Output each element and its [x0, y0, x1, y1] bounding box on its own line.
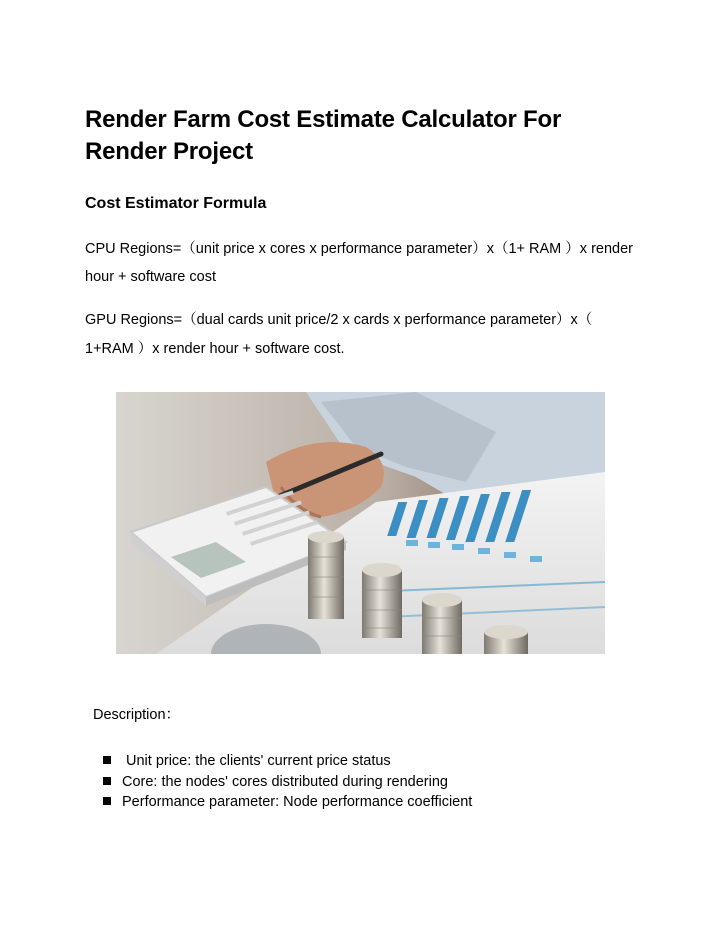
- list-item-text: Unit price: the clients' current price status: [126, 753, 391, 769]
- page-title: Render Farm Cost Estimate Calculator For Render Project: [85, 106, 562, 165]
- list-item: [103, 772, 472, 793]
- list-item: [103, 792, 472, 813]
- list-item: [103, 751, 472, 772]
- calculator-photo: [116, 392, 605, 654]
- description-list: [103, 751, 472, 813]
- cpu-formula-paragraph: CPU Regions=（unit price x cores x performance parameter）x（1+ RAM ）x render hour + software cost: [85, 241, 633, 285]
- list-item-text: Core: the nodes' cores distributed during rendering: [122, 773, 448, 790]
- bullet-square-icon: [103, 777, 111, 785]
- description-label: Description：: [93, 707, 181, 723]
- gpu-formula-paragraph: GPU Regions=（dual cards unit price/2 x cards x performance parameter）x（ 1+RAM ）x render hour + software cost.: [85, 312, 593, 357]
- bullet-square-icon: [103, 756, 111, 764]
- section-heading: Cost Estimator Formula: [85, 195, 267, 212]
- list-item-text: Performance parameter: Node performance coefficient: [122, 794, 473, 810]
- bullet-square-icon: [103, 797, 111, 805]
